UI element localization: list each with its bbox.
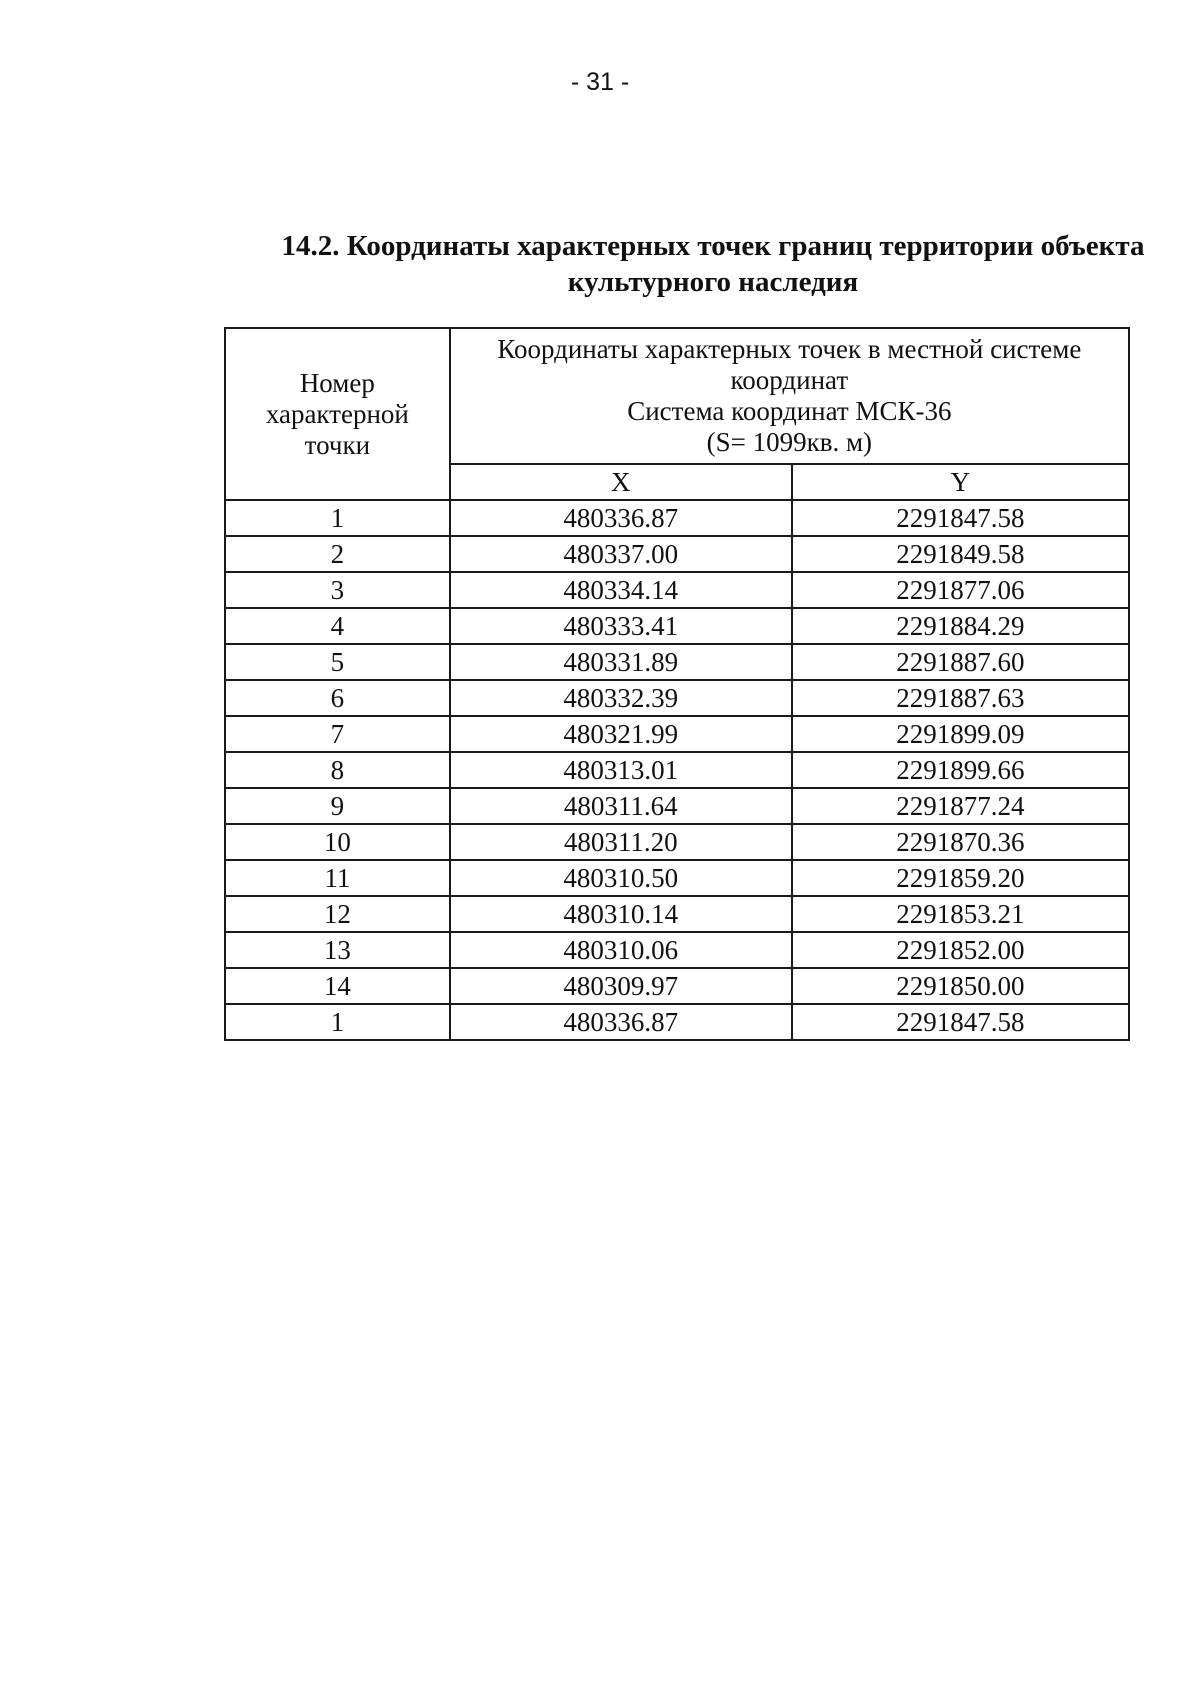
section-title-line-2: культурного наследия — [567, 266, 859, 298]
cell-x: 480337.00 — [450, 536, 792, 572]
table-row — [225, 896, 1129, 932]
header-point-number-line-2: характерной — [265, 398, 409, 429]
page-number: - 31 - — [570, 68, 630, 96]
table-row — [225, 680, 1129, 716]
cell-y: 2291847.58 — [792, 1004, 1129, 1040]
cell-x: 480313.01 — [450, 752, 792, 788]
table-row — [225, 860, 1129, 896]
cell-x: 480336.87 — [450, 500, 792, 536]
header-x: X — [450, 464, 792, 500]
header-coordinates-line-2: координат — [730, 365, 849, 395]
cell-point-number: 8 — [225, 752, 450, 788]
cell-point-number: 4 — [225, 608, 450, 644]
cell-x: 480310.50 — [450, 860, 792, 896]
cell-y: 2291859.20 — [792, 860, 1129, 896]
table-row — [225, 716, 1129, 752]
cell-y: 2291849.58 — [792, 536, 1129, 572]
cell-x: 480331.89 — [450, 644, 792, 680]
cell-x: 480311.64 — [450, 788, 792, 824]
cell-x: 480333.41 — [450, 608, 792, 644]
cell-y: 2291850.00 — [792, 968, 1129, 1004]
cell-y: 2291870.36 — [792, 824, 1129, 860]
table-row — [225, 788, 1129, 824]
table-row — [225, 932, 1129, 968]
table-row — [225, 500, 1129, 536]
cell-y: 2291887.60 — [792, 644, 1129, 680]
cell-x: 480332.39 — [450, 680, 792, 716]
header-point-number-line-3: точки — [304, 429, 371, 460]
table-row — [225, 752, 1129, 788]
cell-y: 2291884.29 — [792, 608, 1129, 644]
coordinates-table — [224, 327, 1130, 1041]
cell-point-number: 1 — [225, 500, 450, 536]
section-title — [278, 228, 1148, 300]
cell-y: 2291887.63 — [792, 680, 1129, 716]
cell-y: 2291853.21 — [792, 896, 1129, 932]
cell-point-number: 11 — [225, 860, 450, 896]
cell-point-number: 9 — [225, 788, 450, 824]
cell-point-number: 13 — [225, 932, 450, 968]
cell-point-number: 5 — [225, 644, 450, 680]
section-title-line-1: 14.2. Координаты характерных точек границ территории объекта — [281, 230, 1145, 262]
cell-point-number: 14 — [225, 968, 450, 1004]
cell-x: 480334.14 — [450, 572, 792, 608]
cell-x: 480310.06 — [450, 932, 792, 968]
cell-y: 2291847.58 — [792, 500, 1129, 536]
cell-x: 480310.14 — [450, 896, 792, 932]
table-row — [225, 536, 1129, 572]
header-coordinates-line-1: Координаты характерных точек в местной системе — [497, 334, 1082, 364]
table-body — [225, 500, 1129, 1040]
table-header-row — [225, 328, 1129, 464]
cell-point-number: 6 — [225, 680, 450, 716]
table-row — [225, 608, 1129, 644]
cell-y: 2291877.24 — [792, 788, 1129, 824]
table-row — [225, 968, 1129, 1004]
cell-y: 2291899.09 — [792, 716, 1129, 752]
cell-y: 2291852.00 — [792, 932, 1129, 968]
cell-x: 480336.87 — [450, 1004, 792, 1040]
cell-x: 480311.20 — [450, 824, 792, 860]
cell-x: 480309.97 — [450, 968, 792, 1004]
cell-point-number: 12 — [225, 896, 450, 932]
cell-point-number: 1 — [225, 1004, 450, 1040]
cell-y: 2291877.06 — [792, 572, 1129, 608]
cell-point-number: 7 — [225, 716, 450, 752]
header-point-number — [225, 328, 450, 500]
cell-y: 2291899.66 — [792, 752, 1129, 788]
cell-point-number: 3 — [225, 572, 450, 608]
table-row — [225, 1004, 1129, 1040]
table-row — [225, 572, 1129, 608]
header-point-number-line-1: Номер — [299, 367, 375, 398]
cell-x: 480321.99 — [450, 716, 792, 752]
cell-point-number: 10 — [225, 824, 450, 860]
header-coordinates-line-4: (S= 1099кв. м) — [706, 427, 873, 457]
header-coordinates — [450, 328, 1129, 464]
header-coordinates-line-3: Система координат МСК-36 — [627, 396, 952, 426]
header-y: Y — [792, 464, 1129, 500]
table-row — [225, 824, 1129, 860]
table-row — [225, 644, 1129, 680]
cell-point-number: 2 — [225, 536, 450, 572]
